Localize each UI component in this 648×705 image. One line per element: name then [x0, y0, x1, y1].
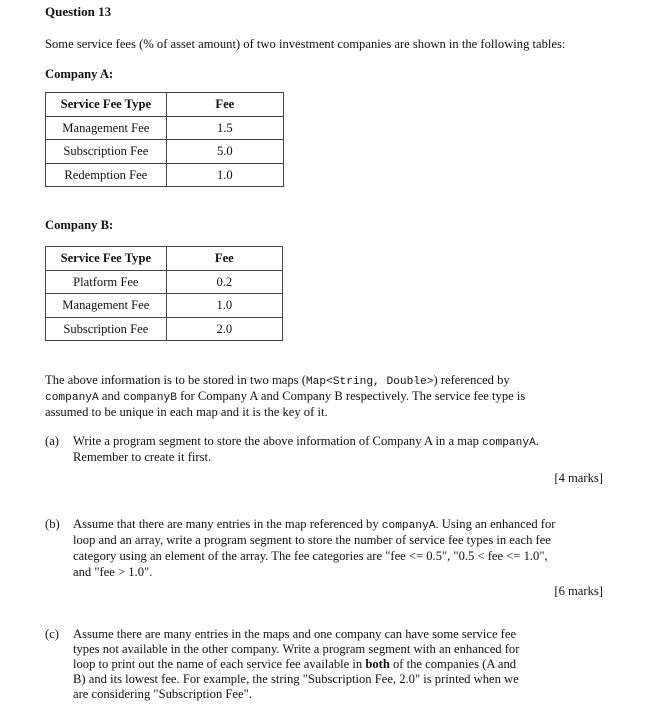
company-b-table — [45, 246, 283, 341]
code-company-b: companyB — [123, 392, 177, 404]
header-service-fee-type: Service Fee Type — [46, 93, 167, 117]
part-a-line-2: Remember to create it first. — [73, 450, 212, 464]
table-header-row — [46, 247, 283, 271]
company-a-heading: Company A: — [45, 67, 114, 81]
fee-type-cell: Management Fee — [46, 294, 167, 318]
part-c-line-3: loop to print out the name of each service fee available in both of the companies (A and — [73, 657, 517, 671]
fee-type-cell: Subscription Fee — [46, 317, 167, 341]
fee-type-cell: Redemption Fee — [46, 163, 167, 187]
part-b-line-4: and "fee > 1.0". — [73, 565, 153, 579]
code-company-a: companyA — [482, 437, 536, 449]
fee-type-cell: Management Fee — [46, 116, 167, 140]
part-b-line-2: loop and an array, write a program segment to store the number of service fee types in each fee — [73, 533, 551, 547]
table-row — [46, 270, 283, 294]
fee-value-cell: 1.0 — [166, 163, 283, 187]
part-b-label: (b) — [45, 517, 60, 531]
table-row — [46, 317, 283, 341]
part-c-line-5: are considering "Subscription Fee". — [73, 687, 252, 701]
header-service-fee-type: Service Fee Type — [46, 247, 167, 271]
question-title: Question 13 — [45, 4, 112, 19]
code-map-type: Map<String, Double> — [305, 376, 434, 388]
info-line-1: The above information is to be stored in two maps (Map<String, Double>) referenced by — [45, 373, 510, 388]
part-c-line-1: Assume there are many entries in the maps and one company can have some service fee — [73, 627, 517, 641]
header-fee: Fee — [166, 247, 282, 271]
part-b-line-1: Assume that there are many entries in the map referenced by companyA. Using an enhanced for — [73, 517, 556, 532]
table-row — [46, 140, 284, 164]
info-line-2: companyA and companyB for Company A and Company B respectively. The service fee type is — [45, 389, 526, 404]
part-b-marks: [6 marks] — [554, 584, 603, 598]
emphasis-both: both — [365, 657, 390, 671]
table-row — [46, 294, 283, 318]
part-c-line-4: B) and its lowest fee. For example, the string "Subscription Fee, 2.0" is printed when we — [73, 672, 519, 686]
intro-text: Some service fees (% of asset amount) of two investment companies are shown in the following tables: — [45, 37, 566, 51]
part-c-label: (c) — [45, 627, 59, 641]
part-c-line-2: types not available in the other company. Write a program segment with an enhanced for — [73, 642, 520, 656]
table-row — [46, 163, 284, 187]
company-a-table — [45, 92, 284, 187]
header-fee: Fee — [166, 93, 283, 117]
fee-value-cell: 5.0 — [166, 140, 283, 164]
part-a-marks: [4 marks] — [554, 471, 603, 485]
table-header-row — [46, 93, 284, 117]
part-a-line-1: Write a program segment to store the above information of Company A in a map companyA. — [73, 434, 539, 449]
table-row — [46, 116, 284, 140]
fee-value-cell: 2.0 — [166, 317, 282, 341]
code-company-a: companyA — [381, 520, 436, 532]
part-b-line-3: category using an element of the array. The fee categories are "fee <= 0.5", "0.5 < fee <= 1.0", — [73, 549, 548, 563]
fee-value-cell: 1.0 — [166, 294, 282, 318]
company-b-heading: Company B: — [45, 218, 114, 232]
part-a-label: (a) — [45, 434, 59, 448]
code-company-a: companyA — [45, 392, 99, 404]
info-line-3: assumed to be unique in each map and it is the key of it. — [45, 405, 328, 419]
fee-type-cell: Subscription Fee — [46, 140, 167, 164]
fee-value-cell: 1.5 — [166, 116, 283, 140]
fee-value-cell: 0.2 — [166, 270, 282, 294]
fee-type-cell: Platform Fee — [46, 270, 167, 294]
